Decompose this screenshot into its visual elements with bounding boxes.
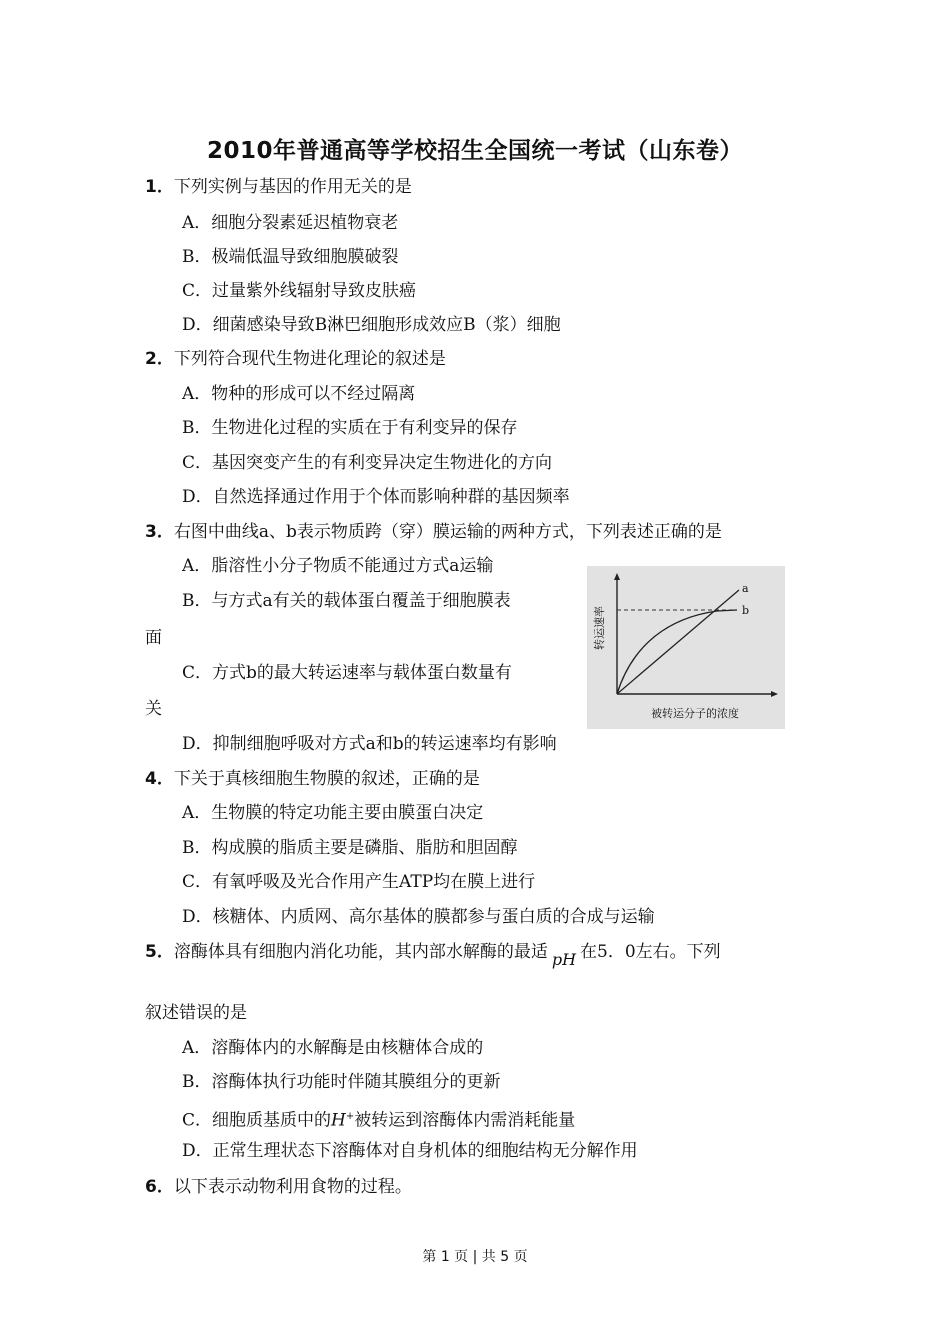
question-6 — [145, 1176, 412, 1198]
page-footer: 第 1 页 | 共 5 页 — [422, 1249, 528, 1265]
exam-title: 2010年普通高等学校招生全国统一考试（山东卷） — [206, 138, 743, 164]
q4-option-a: A．生物膜的特定功能主要由膜蛋白决定 — [182, 803, 484, 823]
curve-b-label: b — [742, 604, 750, 617]
question-number: 3． — [145, 522, 174, 542]
hydrogen-ion-charge: + — [345, 1111, 355, 1122]
transport-rate-figure — [587, 566, 785, 729]
question-number: 4． — [145, 769, 174, 789]
question-number: 2． — [145, 349, 174, 369]
question-stem: 右图中曲线a、b表示物质跨（穿）膜运输的两种方式，下列表述正确的是 — [173, 522, 722, 542]
q5-option-c-text-end: 被转运到溶酶体内需消耗能量 — [354, 1110, 576, 1131]
q2-option-b: B．生物进化过程的实质在于有利变异的保存 — [182, 418, 518, 438]
q4-option-c: C．有氧呼吸及光合作用产生ATP均在膜上进行 — [182, 872, 536, 892]
q5-option-c — [182, 1106, 575, 1132]
question-stem-end: 在5．0左右。下列 — [580, 942, 721, 962]
q2-option-c: C．基因突变产生的有利变异决定生物进化的方向 — [182, 453, 553, 473]
question-stem: 下关于真核细胞生物膜的叙述，正确的是 — [173, 769, 480, 789]
question-3 — [145, 521, 722, 543]
question-stem: 溶酶体具有细胞内消化功能，其内部水解酶的最适 — [173, 942, 548, 962]
ph-symbol: pH — [551, 950, 577, 969]
q2-option-d: D．自然选择通过作用于个体而影响种群的基因频率 — [182, 487, 570, 507]
q5-option-a: A．溶酶体内的水解酶是由核糖体合成的 — [182, 1038, 484, 1058]
q4-option-b: B．构成膜的脂质主要是磷脂、脂肪和胆固醇 — [182, 838, 518, 858]
question-number: 1． — [145, 177, 174, 197]
question-1 — [145, 176, 412, 198]
y-axis-label: 转运速率 — [593, 606, 606, 650]
q3-option-d: D．抑制细胞呼吸对方式a和b的转运速率均有影响 — [182, 734, 557, 754]
q5-option-c-text: C．细胞质基质中的 — [182, 1110, 332, 1131]
q2-option-a: A．物种的形成可以不经过隔离 — [182, 384, 416, 404]
q4-option-d: D．核糖体、内质网、高尔基体的膜都参与蛋白质的合成与运输 — [182, 907, 655, 927]
question-stem: 下列实例与基因的作用无关的是 — [173, 177, 412, 197]
hydrogen-ion-symbol: H — [331, 1110, 346, 1131]
q1-option-c: C．过量紫外线辐射导致皮肤癌 — [182, 281, 417, 301]
question-4 — [145, 768, 480, 790]
q3-option-c-continued: 关 — [145, 699, 162, 719]
question-2 — [145, 348, 446, 370]
question-5-continued: 叙述错误的是 — [145, 1003, 247, 1023]
q3-option-c: C．方式b的最大转运速率与载体蛋白数量有 — [182, 663, 512, 683]
q3-option-b-continued: 面 — [145, 628, 162, 648]
question-5 — [145, 941, 721, 969]
question-number: 5． — [145, 942, 174, 962]
question-stem: 下列符合现代生物进化理论的叙述是 — [173, 349, 446, 369]
q5-option-b: B．溶酶体执行功能时伴随其膜组分的更新 — [182, 1072, 501, 1092]
q1-option-a: A．细胞分裂素延迟植物衰老 — [182, 213, 399, 233]
question-stem: 以下表示动物利用食物的过程。 — [173, 1177, 412, 1197]
question-number: 6． — [145, 1177, 174, 1197]
q1-option-b: B．极端低温导致细胞膜破裂 — [182, 247, 399, 267]
q3-option-b: B．与方式a有关的载体蛋白覆盖于细胞膜表 — [182, 591, 511, 611]
curve-a-label: a — [742, 582, 749, 595]
q1-option-d: D．细菌感染导致B淋巴细胞形成效应B（浆）细胞 — [182, 315, 561, 335]
x-axis-label: 被转运分子的浓度 — [651, 707, 739, 720]
q3-option-a: A．脂溶性小分子物质不能通过方式a运输 — [182, 556, 494, 576]
q5-option-d: D．正常生理状态下溶酶体对自身机体的细胞结构无分解作用 — [182, 1141, 638, 1161]
